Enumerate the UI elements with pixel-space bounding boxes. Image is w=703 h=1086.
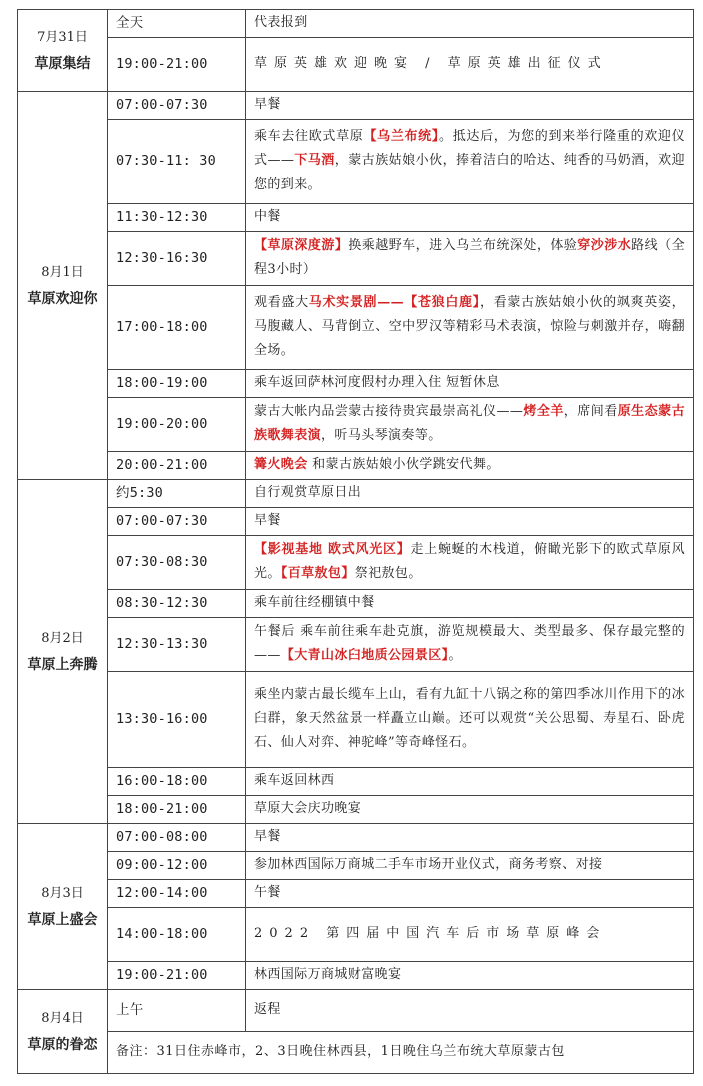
schedule-row xyxy=(18,480,694,508)
time-cell: 07:30-08:30 xyxy=(108,536,246,590)
activity-cell xyxy=(246,398,694,452)
activity-text: 2022 第四届中国汽车后市场草原峰会 xyxy=(254,926,607,941)
activity-cell xyxy=(246,768,694,796)
activity-text: 早餐 xyxy=(254,829,281,844)
day-cell xyxy=(18,10,108,92)
schedule-row xyxy=(18,232,694,286)
day-label: 草原的眷恋 xyxy=(27,1036,98,1053)
schedule-row xyxy=(18,286,694,370)
schedule-row xyxy=(18,10,694,38)
time-cell: 20:00-21:00 xyxy=(108,452,246,480)
activity-text: 自行观赏草原日出 xyxy=(254,485,362,500)
activity-cell xyxy=(246,990,694,1032)
activity-text: 中餐 xyxy=(254,209,281,224)
highlight-text: 【影视基地 欧式风光区】 xyxy=(254,542,411,557)
itinerary-table xyxy=(17,9,694,1074)
highlight-text: 马术实景剧——【苍狼白鹿】 xyxy=(308,295,480,310)
day-label: 草原上奔腾 xyxy=(27,656,98,673)
highlight-text: 原生态蒙古族歌舞表演 xyxy=(254,404,685,443)
schedule-row xyxy=(18,824,694,852)
schedule-row xyxy=(18,590,694,618)
schedule-row xyxy=(18,796,694,824)
activity-text: 祭祀敖包。 xyxy=(354,566,422,581)
day-date: 8月4日 xyxy=(41,1010,84,1026)
activity-cell xyxy=(246,10,694,38)
time-cell: 14:00-18:00 xyxy=(108,908,246,962)
activity-text: 返程 xyxy=(254,1002,281,1017)
activity-cell xyxy=(246,480,694,508)
time-cell: 12:30-16:30 xyxy=(108,232,246,286)
activity-text: 换乘越野车，进入乌兰布统深处，体验 xyxy=(348,238,578,253)
activity-text: 早餐 xyxy=(254,513,281,528)
activity-text: 。 xyxy=(448,648,462,663)
activity-text: 观看盛大 xyxy=(254,295,309,310)
activity-text: ，席间看 xyxy=(563,404,618,419)
time-cell: 上午 xyxy=(108,990,246,1032)
activity-cell xyxy=(246,880,694,908)
day-cell xyxy=(18,824,108,990)
activity-text: 林西国际万商城财富晚宴 xyxy=(254,967,402,982)
time-cell: 19:00-21:00 xyxy=(108,38,246,92)
activity-cell xyxy=(246,824,694,852)
highlight-text: 烤全羊 xyxy=(523,404,564,419)
time-cell: 13:30-16:00 xyxy=(108,672,246,768)
time-cell: 12:00-14:00 xyxy=(108,880,246,908)
activity-cell xyxy=(246,536,694,590)
schedule-row xyxy=(18,398,694,452)
time-cell: 约5:30 xyxy=(108,480,246,508)
schedule-row xyxy=(18,962,694,990)
schedule-row xyxy=(18,204,694,232)
activity-text: 早餐 xyxy=(254,97,281,112)
activity-text: 和蒙古族姑娘小伙学跳安代舞。 xyxy=(307,457,500,472)
activity-cell xyxy=(246,286,694,370)
activity-text: 代表报到 xyxy=(254,15,308,30)
activity-text: 走上蜿蜒的木栈道，俯瞰光影下的欧式草原风光。 xyxy=(254,542,685,581)
highlight-text: 【乌兰布统】 xyxy=(363,129,440,144)
time-cell: 全天 xyxy=(108,10,246,38)
time-cell: 19:00-21:00 xyxy=(108,962,246,990)
activity-cell xyxy=(246,962,694,990)
activity-text: 午餐后 乘车前往乘车赴克旗，游览规模最大、类型最多、保存最完整的—— xyxy=(254,624,685,663)
itinerary-body xyxy=(18,10,694,1074)
time-cell: 11:30-12:30 xyxy=(108,204,246,232)
activity-cell xyxy=(246,204,694,232)
highlight-text: 下马酒 xyxy=(294,153,335,168)
schedule-row xyxy=(18,38,694,92)
activity-cell xyxy=(246,38,694,92)
highlight-text: 【大青山冰臼地质公园景区】 xyxy=(280,648,449,663)
day-label: 草原集结 xyxy=(34,55,91,72)
activity-cell xyxy=(246,590,694,618)
activity-cell xyxy=(246,672,694,768)
time-cell: 18:00-21:00 xyxy=(108,796,246,824)
schedule-row xyxy=(18,908,694,962)
time-cell: 07:00-08:00 xyxy=(108,824,246,852)
schedule-row xyxy=(18,880,694,908)
schedule-row xyxy=(18,370,694,398)
activity-text: ，看蒙古族姑娘小伙的飒爽英姿，马腹藏人、马背倒立、空中罗汉等精彩马术表演，惊险与刺激并存，嗨翻全场。 xyxy=(254,295,685,358)
note-text: 备注：31日住赤峰市，2、3日晚住林西县，1日晚住乌兰布统大草原蒙古包 xyxy=(108,1032,694,1074)
note-row xyxy=(18,1032,694,1074)
day-cell xyxy=(18,990,108,1074)
schedule-row xyxy=(18,990,694,1032)
time-cell: 07:00-07:30 xyxy=(108,508,246,536)
activity-cell xyxy=(246,852,694,880)
time-cell: 12:30-13:30 xyxy=(108,618,246,672)
day-label: 草原上盛会 xyxy=(27,911,98,928)
activity-text: ，蒙古族姑娘小伙，捧着洁白的哈达、纯香的马奶酒，欢迎您的到来。 xyxy=(254,153,686,192)
time-cell: 08:30-12:30 xyxy=(108,590,246,618)
time-cell: 19:00-20:00 xyxy=(108,398,246,452)
time-cell: 07:00-07:30 xyxy=(108,92,246,120)
highlight-text: 【草原深度游】 xyxy=(254,238,349,253)
time-cell: 09:00-12:00 xyxy=(108,852,246,880)
activity-text: 。抵达后，为您的到来举行隆重的欢迎仪式—— xyxy=(254,129,686,168)
activity-text: 路线（全程3小时） xyxy=(254,238,685,277)
day-cell xyxy=(18,92,108,480)
day-cell xyxy=(18,480,108,824)
schedule-row xyxy=(18,852,694,880)
activity-cell xyxy=(246,92,694,120)
highlight-text: 篝火晚会 xyxy=(254,457,308,472)
schedule-row xyxy=(18,508,694,536)
activity-cell xyxy=(246,452,694,480)
activity-text: ，听马头琴演奏等。 xyxy=(321,428,442,443)
activity-text: 乘车去往欧式草原 xyxy=(254,129,364,144)
activity-cell xyxy=(246,120,694,204)
activity-text: 乘车前往经棚镇中餐 xyxy=(254,595,375,610)
schedule-row xyxy=(18,452,694,480)
schedule-row xyxy=(18,672,694,768)
schedule-row xyxy=(18,618,694,672)
day-date: 8月3日 xyxy=(41,885,84,901)
activity-cell xyxy=(246,908,694,962)
activity-text: 乘坐内蒙古最长缆车上山，看有九缸十八锅之称的第四季冰川作用下的冰臼群，象天然盆景一样矗立山巅。还可以观赏“关公思蜀、寿星石、卧虎石、仙人对弈、神驼峰”等奇峰怪石。 xyxy=(254,687,685,750)
activity-cell xyxy=(246,508,694,536)
time-cell: 18:00-19:00 xyxy=(108,370,246,398)
activity-text: 乘车返回林西 xyxy=(254,773,335,788)
time-cell: 17:00-18:00 xyxy=(108,286,246,370)
schedule-row xyxy=(18,92,694,120)
activity-text: 草原英雄欢迎晚宴 / 草原英雄出征仪式 xyxy=(254,56,608,71)
activity-text: 蒙古大帐内品尝蒙古接待贵宾最崇高礼仪—— xyxy=(254,404,524,419)
day-date: 8月2日 xyxy=(41,630,84,646)
activity-cell xyxy=(246,796,694,824)
time-cell: 16:00-18:00 xyxy=(108,768,246,796)
highlight-text: 穿沙涉水 xyxy=(577,238,632,253)
highlight-text: 【百草敖包】 xyxy=(280,566,355,581)
activity-cell xyxy=(246,232,694,286)
schedule-row xyxy=(18,536,694,590)
activity-text: 乘车返回萨林河度假村办理入住 短暂休息 xyxy=(254,375,500,390)
schedule-row xyxy=(18,120,694,204)
activity-cell xyxy=(246,618,694,672)
schedule-row xyxy=(18,768,694,796)
activity-text: 午餐 xyxy=(254,885,281,900)
time-cell: 07:30-11: 30 xyxy=(108,120,246,204)
day-date: 8月1日 xyxy=(41,264,84,280)
day-date: 7月31日 xyxy=(37,29,88,45)
activity-text: 草原大会庆功晚宴 xyxy=(254,801,362,816)
activity-text: 参加林西国际万商城二手车市场开业仪式，商务考察、对接 xyxy=(254,857,603,872)
day-label: 草原欢迎你 xyxy=(27,290,98,307)
activity-cell xyxy=(246,370,694,398)
